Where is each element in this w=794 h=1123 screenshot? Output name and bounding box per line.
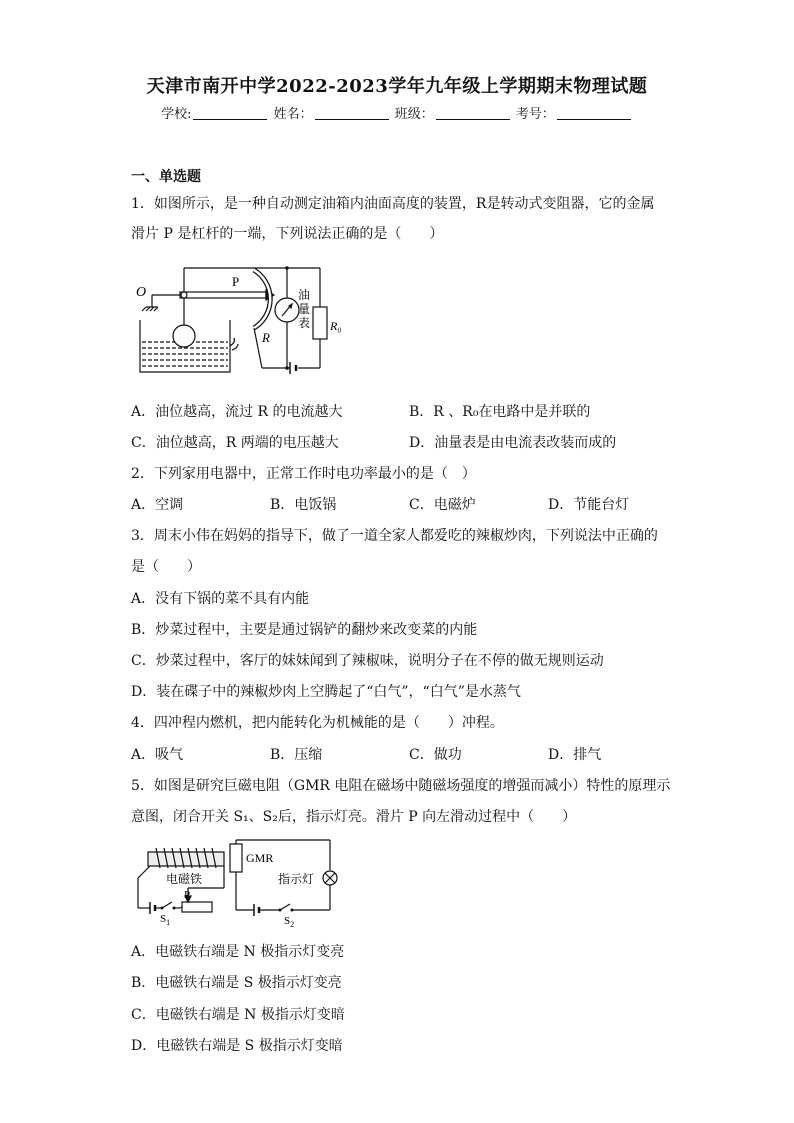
q4-option-a[interactable]: A．吸气 <box>131 747 184 763</box>
q4-stem: 4．四冲程内燃机，把内能转化为机械能的是（ ）冲程。 <box>131 715 504 731</box>
q4-option-b[interactable]: B．压缩 <box>270 747 323 763</box>
q5-fig-label-s1: $S_1$ <box>160 913 171 927</box>
school-blank[interactable] <box>193 106 267 120</box>
q3-stem-line1: 3．周末小伟在妈妈的指导下，做了一道全家人都爱吃的辣椒炒肉，下列说法中正确的 <box>131 528 658 544</box>
q1-fig-meter-char3: 表 <box>298 316 311 330</box>
name-label: 姓名： <box>273 107 313 122</box>
q3-stem-line2: 是（ ） <box>131 559 201 575</box>
number-blank[interactable] <box>557 106 631 120</box>
q3-option-d[interactable]: D．装在碟子中的辣椒炒肉上空腾起了“白气”，“白气”是水蒸气 <box>131 684 521 700</box>
q2-option-c[interactable]: C．电磁炉 <box>409 497 476 513</box>
q1-option-b[interactable]: B．R 、R₀在电路中是并联的 <box>409 404 591 420</box>
student-info-line <box>0 103 794 122</box>
class-blank[interactable] <box>436 106 510 120</box>
q5-fig-label-gmr: GMR <box>246 851 274 865</box>
name-blank[interactable] <box>315 106 389 120</box>
q5-option-b[interactable]: B．电磁铁右端是 S 极指示灯变亮 <box>131 975 342 991</box>
page-title: 天津市南开中学2022-2023学年九年级上学期期末物理试题 <box>146 76 648 97</box>
number-label: 考号： <box>515 107 555 122</box>
q5-fig-label-electromagnet: 电磁铁 <box>166 872 203 886</box>
q1-fig-label-r0: R₀ <box>330 319 342 333</box>
q1-fig-label-o: O <box>136 285 147 300</box>
school-label: 学校: <box>161 107 192 122</box>
q2-option-d[interactable]: D．节能台灯 <box>548 497 630 513</box>
q3-option-b[interactable]: B．炒菜过程中，主要是通过锅铲的翻炒来改变菜的内能 <box>131 622 478 638</box>
q2-option-b[interactable]: B．电饭锅 <box>270 497 337 513</box>
q1-fig-label-p: P <box>232 274 240 289</box>
class-label: 班级： <box>394 107 434 122</box>
q1-stem-line1: 1．如图所示，是一种自动测定油箱内油面高度的装置，R是转动式变阻器，它的金属 <box>131 196 655 212</box>
q1-option-a[interactable]: A．油位越高，流过 R 的电流越大 <box>131 404 343 420</box>
q4-option-d[interactable]: D．排气 <box>548 747 602 763</box>
q1-fig-label-r: R <box>262 330 270 345</box>
q5-fig-label-lamp: 指示灯 <box>278 872 315 886</box>
q2-option-a[interactable]: A．空调 <box>131 497 184 513</box>
q1-stem-line2: 滑片 P 是杠杆的一端，下列说法正确的是（ ） <box>131 226 444 242</box>
q1-option-d[interactable]: D．油量表是由电流表改装而成的 <box>409 435 617 451</box>
q1-oil-tank-diagram <box>132 262 362 382</box>
section-title: 一、单选题 <box>131 169 201 185</box>
q3-option-a[interactable]: A．没有下锅的菜不具有内能 <box>131 591 310 607</box>
q3-option-c[interactable]: C．炒菜过程中，客厅的妹妹闻到了辣椒味，说明分子在不停的做无规则运动 <box>131 653 604 669</box>
q2-stem: 2．下列家用电器中，正常工作时电功率最小的是（ ） <box>131 466 476 482</box>
q5-option-a[interactable]: A．电磁铁右端是 N 极指示灯变亮 <box>131 944 345 960</box>
q5-option-c[interactable]: C．电磁铁右端是 N 极指示灯变暗 <box>131 1007 345 1023</box>
q1-fig-meter-char2: 量 <box>298 302 311 316</box>
q5-stem-line2: 意图，闭合开关 S₁、S₂后，指示灯亮。滑片 P 向左滑动过程中（ ） <box>131 809 577 825</box>
q5-gmr-circuit-diagram <box>130 838 350 928</box>
q5-fig-label-p: P <box>184 889 191 901</box>
q5-fig-label-s2: $S_2$ <box>284 915 295 928</box>
q4-option-c[interactable]: C．做功 <box>409 747 462 763</box>
q5-option-d[interactable]: D．电磁铁右端是 S 极指示灯变暗 <box>131 1038 343 1054</box>
q1-fig-meter-char1: 油 <box>298 288 311 302</box>
q1-option-c[interactable]: C．油位越高，R 两端的电压越大 <box>131 435 339 451</box>
q5-stem-line1: 5．如图是研究巨磁电阻（GMR 电阻在磁场中随磁场强度的增强而减小）特性的原理示 <box>131 778 671 794</box>
